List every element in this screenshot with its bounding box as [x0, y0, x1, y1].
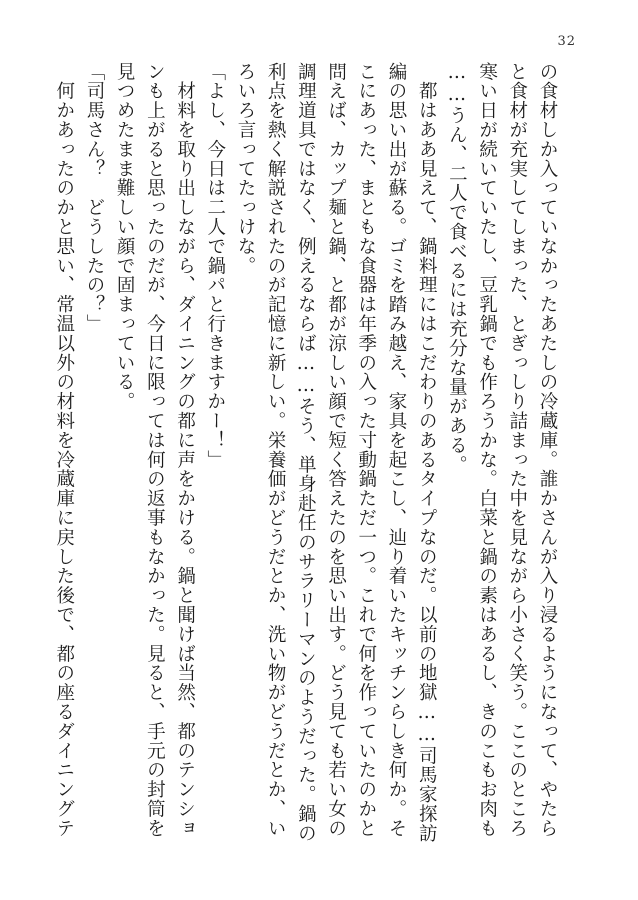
text-line: 編の思い出が蘇る。ゴミを踏み越え、家具を起こし、辿り着いたキッチンらしき何か。そ — [385, 62, 407, 838]
text-line: 問えば、カップ麺と鍋、と都が涼しい顔で短く答えたのを思い出す。どう見ても若い女の — [325, 62, 347, 838]
text-line: 見つめたまま難しい顔で固まっている。 — [114, 62, 136, 412]
text-line: の食材しか入っていなかったあたしの冷蔵庫。誰かさんが入り浸るようになって、やたら — [537, 62, 558, 838]
text-line: ンも上がると思ったのだが、今日に限っては何の返事もなかった。見ると、手元の封筒を — [144, 62, 166, 838]
text-line: こにあった、まともな食器は年季の入った寸動鍋ただ一つ。これで何を作っていたのかと — [355, 62, 377, 838]
text-line: 「よし、今日は二人で鍋パと行きますかー！」 — [204, 62, 226, 470]
text-line: 都はああ見えて、鍋料理にはこだわりのあるタイプなのだ。以前の地獄……司馬家探訪 — [416, 62, 438, 843]
text-line: 「司馬さん？ どうしたの？」 — [83, 62, 105, 334]
text-line: 寒い日が続いていたし、豆乳鍋でも作ろうかな。白菜と鍋の素はあるし、きのこもお肉も — [476, 62, 498, 838]
text-line: ろいろ言ってたっけな。 — [234, 62, 256, 276]
text-line: 材料を取り出しながら、ダイニングの都に声をかける。鍋と聞けば当然、都のテンショ — [174, 62, 196, 838]
text-line: と食材が充実してしまった、とぎっしり詰まった中を見ながら小さく笑う。ここのところ — [506, 62, 528, 838]
text-line: 何かあったのかと思い、常温以外の材料を冷蔵庫に戻した後で、都の座るダイニングテ — [53, 62, 75, 838]
page-number: 32 — [557, 34, 576, 49]
text-line: ……うん、二人で食べるには充分な量がある。 — [446, 62, 468, 475]
text-line: 利点を熱く解説されたのが記憶に新しい。栄養価がどうだとか、洗い物がどうだとか、い — [265, 62, 287, 838]
text-line: 調理道具ではなく、例えるならば……そう、単身赴任のサラリーマンのようだった。鍋の — [295, 62, 317, 843]
vertical-body-text — [49, 62, 562, 842]
